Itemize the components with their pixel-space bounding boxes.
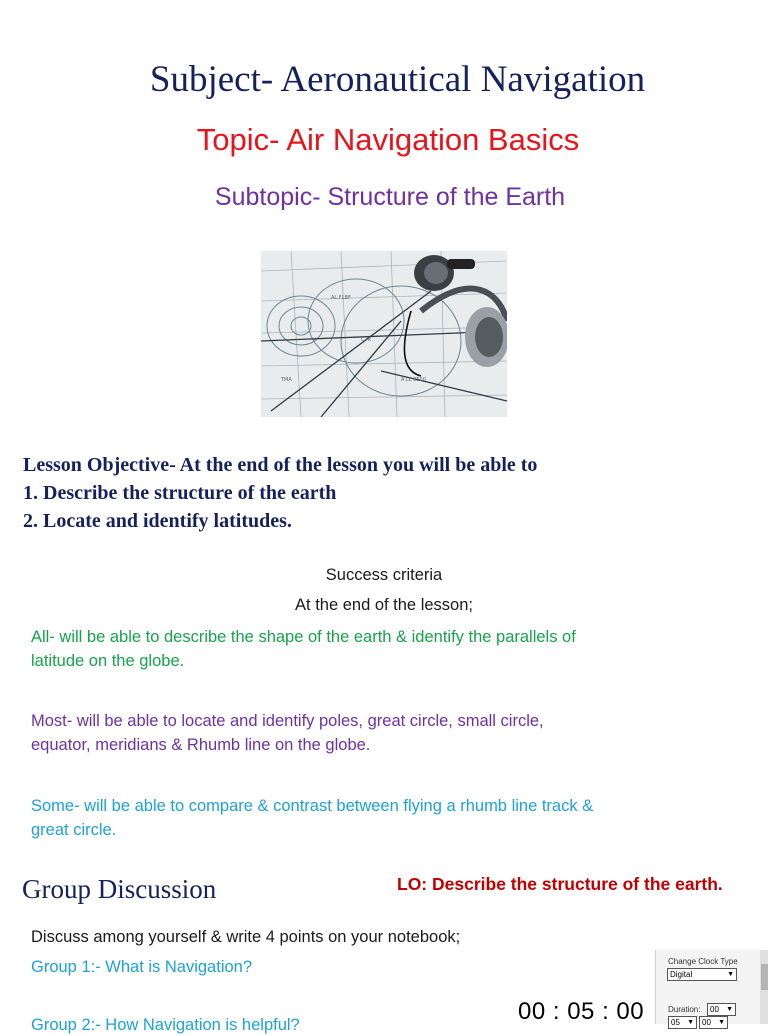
- objective-line-1: Lesson Objective- At the end of the lesson you will be able to: [23, 454, 538, 476]
- timer-settings-panel: [655, 950, 768, 1027]
- chevron-down-icon: ▼: [727, 971, 734, 978]
- chevron-down-icon: ▼: [726, 1006, 733, 1013]
- change-clock-type-label: Change Clock Type: [668, 957, 738, 966]
- objective-line-3: 2. Locate and identify latitudes.: [23, 510, 292, 532]
- criteria-some-line-2: great circle.: [31, 821, 117, 839]
- criteria-most-line-1: Most- will be able to locate and identify poles, great circle, small circle,: [31, 712, 544, 730]
- criteria-all-line-1: All- will be able to describe the shape of the earth & identify the parallels of: [31, 628, 576, 646]
- success-criteria-heading: Success criteria: [325, 566, 443, 584]
- svg-text:TMA: TMA: [281, 377, 292, 383]
- criteria-most-line-2: equator, meridians & Rhumb line on the globe.: [31, 736, 371, 754]
- group-discussion-heading: Group Discussion: [22, 874, 217, 904]
- subtopic-title: Subtopic- Structure of the Earth: [214, 183, 566, 211]
- discussion-instruction: Discuss among yourself & write 4 points on your notebook;: [31, 928, 461, 946]
- lesson-objective: [23, 451, 537, 535]
- duration-minutes-value: 05: [671, 1018, 680, 1027]
- criteria-most: [31, 709, 731, 757]
- topic-title: Topic- Air Navigation Basics: [196, 122, 580, 157]
- aeronautical-chart-image: [261, 251, 507, 417]
- duration-label: Duration:: [668, 1005, 701, 1014]
- chevron-down-icon: ▼: [687, 1019, 694, 1026]
- svg-text:AL FLBF: AL FLBF: [331, 295, 351, 301]
- group-2-question: Group 2:- How Navigation is helpful?: [31, 1016, 300, 1034]
- clock-type-select[interactable]: [667, 968, 737, 981]
- duration-minutes-select[interactable]: [668, 1016, 697, 1029]
- criteria-all: [31, 625, 731, 673]
- scrollbar-thumb[interactable]: [761, 964, 768, 990]
- criteria-some: [31, 794, 731, 842]
- clock-type-value: Digital: [670, 970, 693, 979]
- svg-text:A LL 3500: A LL 3500: [401, 377, 426, 383]
- countdown-timer: 00 : 05 : 00: [518, 998, 645, 1025]
- group-1-question: Group 1:- What is Navigation?: [31, 958, 253, 976]
- subject-title: Subject- Aeronautical Navigation: [149, 59, 646, 100]
- criteria-some-line-1: Some- will be able to compare & contrast between flying a rhumb line track &: [31, 797, 594, 815]
- svg-text:CTR: CTR: [361, 337, 372, 343]
- success-criteria-subheading: At the end of the lesson;: [295, 596, 473, 614]
- objective-line-2: 1. Describe the structure of the earth: [23, 482, 337, 504]
- panel-scrollbar[interactable]: [760, 950, 768, 1024]
- duration-hours-select[interactable]: [707, 1003, 736, 1016]
- criteria-all-line-2: latitude on the globe.: [31, 652, 185, 670]
- lo-statement: LO: Describe the structure of the earth.: [397, 874, 723, 894]
- duration-seconds-value: 00: [702, 1018, 711, 1027]
- duration-seconds-select[interactable]: [699, 1016, 728, 1029]
- chevron-down-icon: ▼: [718, 1019, 725, 1026]
- duration-hours-value: 00: [710, 1005, 719, 1014]
